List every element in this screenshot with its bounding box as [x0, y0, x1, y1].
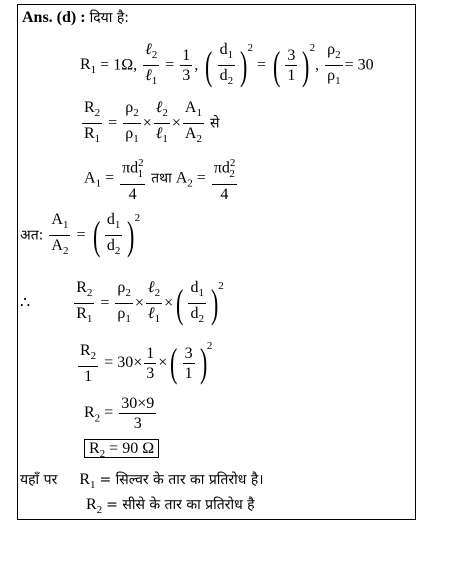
result-line — [84, 440, 159, 460]
answer-label: Ans. (d) : — [22, 9, 86, 26]
resistivity-ratio: $\frac{\rho_2}{\rho_1}$ — [327, 41, 341, 88]
resistance-relation: $\frac{R_2}{R_1}$ = $\frac{\rho_2}{\rho_1}$ × $\frac{\ell_2}{\ell_1}$ × $\frac{A_1}{A_2}$ से — [84, 99, 220, 146]
given-values: $R_1 = 1\Omega$, $\frac{\ell_2}{\ell_1}$ = $\frac{1}{3}$ , ( $\frac{d_1}{d_2}$ ) $^2$ = ( $\frac{3}{1}$ ) $^2$, $\frac{\rho_2}{\rho_1}$ = 30 — [80, 40, 374, 91]
answer-header — [22, 8, 129, 27]
thirty-value: 30 — [117, 354, 134, 371]
silver-description: = सिल्वर के तार का प्रतिरोध है। — [99, 472, 264, 488]
lead-description: = सीसे के तार का प्रतिरोध है — [106, 497, 255, 513]
r1-symbol: $R_1$ — [80, 56, 97, 77]
note-lead: $R_2$ = सीसे के तार का प्रतिरोध है — [86, 496, 255, 517]
length-ratio: $\frac{\ell_2}{\ell_1}$ — [145, 41, 158, 88]
three-over-one: ( $\frac{3}{1}$ ) — [272, 42, 310, 88]
diameter-ratio: ( $\frac{d_1}{d_2}$ ) — [205, 41, 248, 88]
yahan-label: यहाँ पर — [20, 472, 58, 488]
one-third: $\frac{1}{3}$ — [182, 47, 191, 85]
computation-line: $R_2$ = $\frac{30\times 9}{3}$ — [84, 395, 155, 432]
given-label: दिया है: — [89, 10, 129, 26]
substitution-line: $\frac{R_2}{1}$ = 30× $\frac{1}{3}$ × ( $\frac{3}{1}$ ) $^2$ — [80, 340, 213, 386]
final-answer-box: $R_2 = 90$ Ω — [84, 439, 159, 458]
atah-label: अत: — [20, 227, 44, 244]
resistivity-value: = 30 — [344, 56, 374, 74]
r1-value: = 1Ω, — [96, 56, 138, 74]
se-text: से — [209, 115, 220, 132]
area-formulas: $A_1$ = $\frac{\pi d^2_1}{4}$ तथा $A_2$ = $\frac{\pi d^2_2}{4}$ — [84, 154, 239, 204]
cut-text-fragment — [180, 516, 416, 522]
therefore-symbol: ∴ — [20, 294, 31, 312]
note-silver: यहाँ पर $R_1$ = सिल्वर के तार का प्रतिरोध है। — [20, 471, 264, 492]
tatha-text: तथा — [151, 170, 172, 187]
atah-line: अत: $\frac{A_1}{A_2}$ = ( $\frac{d_1}{d_2}$ ) $^2$ — [20, 211, 141, 258]
therefore-line: ∴ $\frac{R_2}{R_1}$ = $\frac{\rho_2}{\rho_1}$ × $\frac{\ell_2}{\ell_1}$ × ( $\frac{d_1}{d_2}$ ) $^2$ — [20, 279, 224, 326]
